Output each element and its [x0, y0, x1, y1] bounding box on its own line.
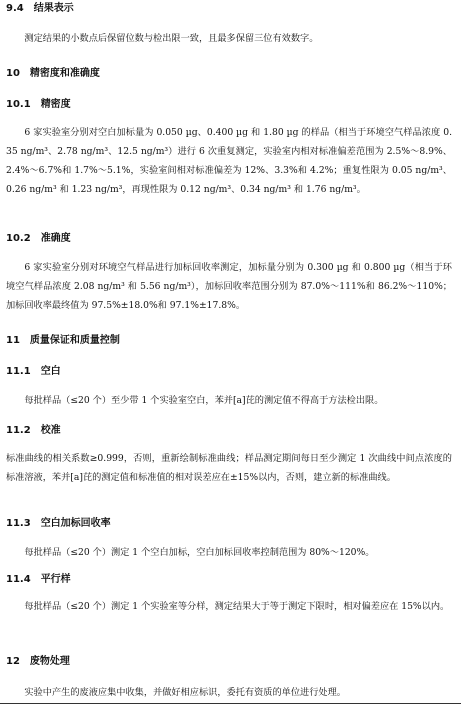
section-title: 校准 [40, 425, 61, 436]
section-heading-11 [6, 334, 120, 348]
paragraph-blank-spike-recovery: 每批样品（≤20 个）测定 1 个空白加标，空白加标回收率控制范围为 80%～120%。 [24, 547, 375, 558]
section-heading-10-1 [6, 98, 71, 112]
section-number: 12 [6, 656, 20, 667]
section-number: 10.2 [6, 233, 31, 244]
paragraph-calibration: 标准曲线的相关系数≥0.999，否则，重新绘制标准曲线；样品测定期间每日至少测定 1 次曲线中间点浓度的标准溶液，苯并[a]芘的测定值和标准值的相对误差应在±15%以内，否则，建立新的标准曲线。 [6, 453, 452, 483]
section-title: 空白 [40, 366, 61, 377]
section-title: 质量保证和质量控制 [29, 335, 120, 346]
section-title: 结果表示 [33, 3, 74, 14]
section-number: 9.4 [6, 3, 24, 14]
section-title: 精密度和准确度 [29, 68, 100, 79]
section-number: 10 [6, 68, 20, 79]
section-title: 精密度 [40, 99, 71, 110]
section-heading-11-4 [6, 573, 71, 587]
page-bottom-rule [0, 703, 461, 704]
section-number: 11 [6, 335, 20, 346]
paragraph-accuracy: 6 家实验室分别对环境空气样品进行加标回收率测定，加标量分别为 0.300 µg 和 0.800 µg（相当于环境空气样品浓度 2.08 ng/m³ 和 5.56 ng/m³），加标回收率范围分别为 87.0%～111%和 86.2%～110%；加标回收率最终值为 97.5%±18.0%和 97.1%±17.8%。 [6, 262, 452, 311]
paragraph-precision: 6 家实验室分别对空白加标量为 0.050 µg、0.400 µg 和 1.80 µg 的样品（相当于环境空气样品浓度 0.35 ng/m³、2.78 ng/m³、12.5 ng/m³）进行 6 次重复测定，实验室内相对标准偏差范围为 2.5%～8.9%、2.4%～6.7%和 1.7%～5.1%，实验室间相对标准偏差为 12%、3.3%和 4.2%；重复性限为 0.05 ng/m³、0.26 ng/m³ 和 1.23 ng/m³，再现性限为 0.12 ng/m³、0.34 ng/m³ 和 1.76 ng/m³。 [6, 127, 452, 195]
section-heading-10-2 [6, 232, 71, 246]
section-number: 10.1 [6, 99, 31, 110]
section-heading-9-4 [6, 2, 74, 16]
section-number: 11.4 [6, 574, 31, 585]
paragraph-blank: 每批样品（≤20 个）至少带 1 个实验室空白，苯并[a]芘的测定值不得高于方法检出限。 [24, 395, 384, 406]
section-title: 空白加标回收率 [40, 518, 111, 529]
section-title: 废物处理 [29, 656, 70, 667]
section-number: 11.3 [6, 518, 31, 529]
paragraph-waste-disposal: 实验中产生的废液应集中收集，并做好相应标识，委托有资质的单位进行处理。 [24, 687, 346, 698]
section-number: 11.1 [6, 366, 31, 377]
section-heading-12 [6, 655, 70, 669]
section-title: 平行样 [40, 574, 71, 585]
section-heading-11-1 [6, 365, 61, 379]
paragraph-parallel-sample: 每批样品（≤20 个）测定 1 个实验室等分样，测定结果大于等于测定下限时，相对偏差应在 15%以内。 [24, 601, 450, 612]
section-heading-10 [6, 67, 100, 81]
section-number: 11.2 [6, 425, 31, 436]
section-heading-11-3 [6, 517, 111, 531]
section-title: 准确度 [40, 233, 71, 244]
section-heading-11-2 [6, 424, 61, 438]
paragraph-result-expression: 测定结果的小数点后保留位数与检出限一致，且最多保留三位有效数字。 [24, 33, 319, 44]
